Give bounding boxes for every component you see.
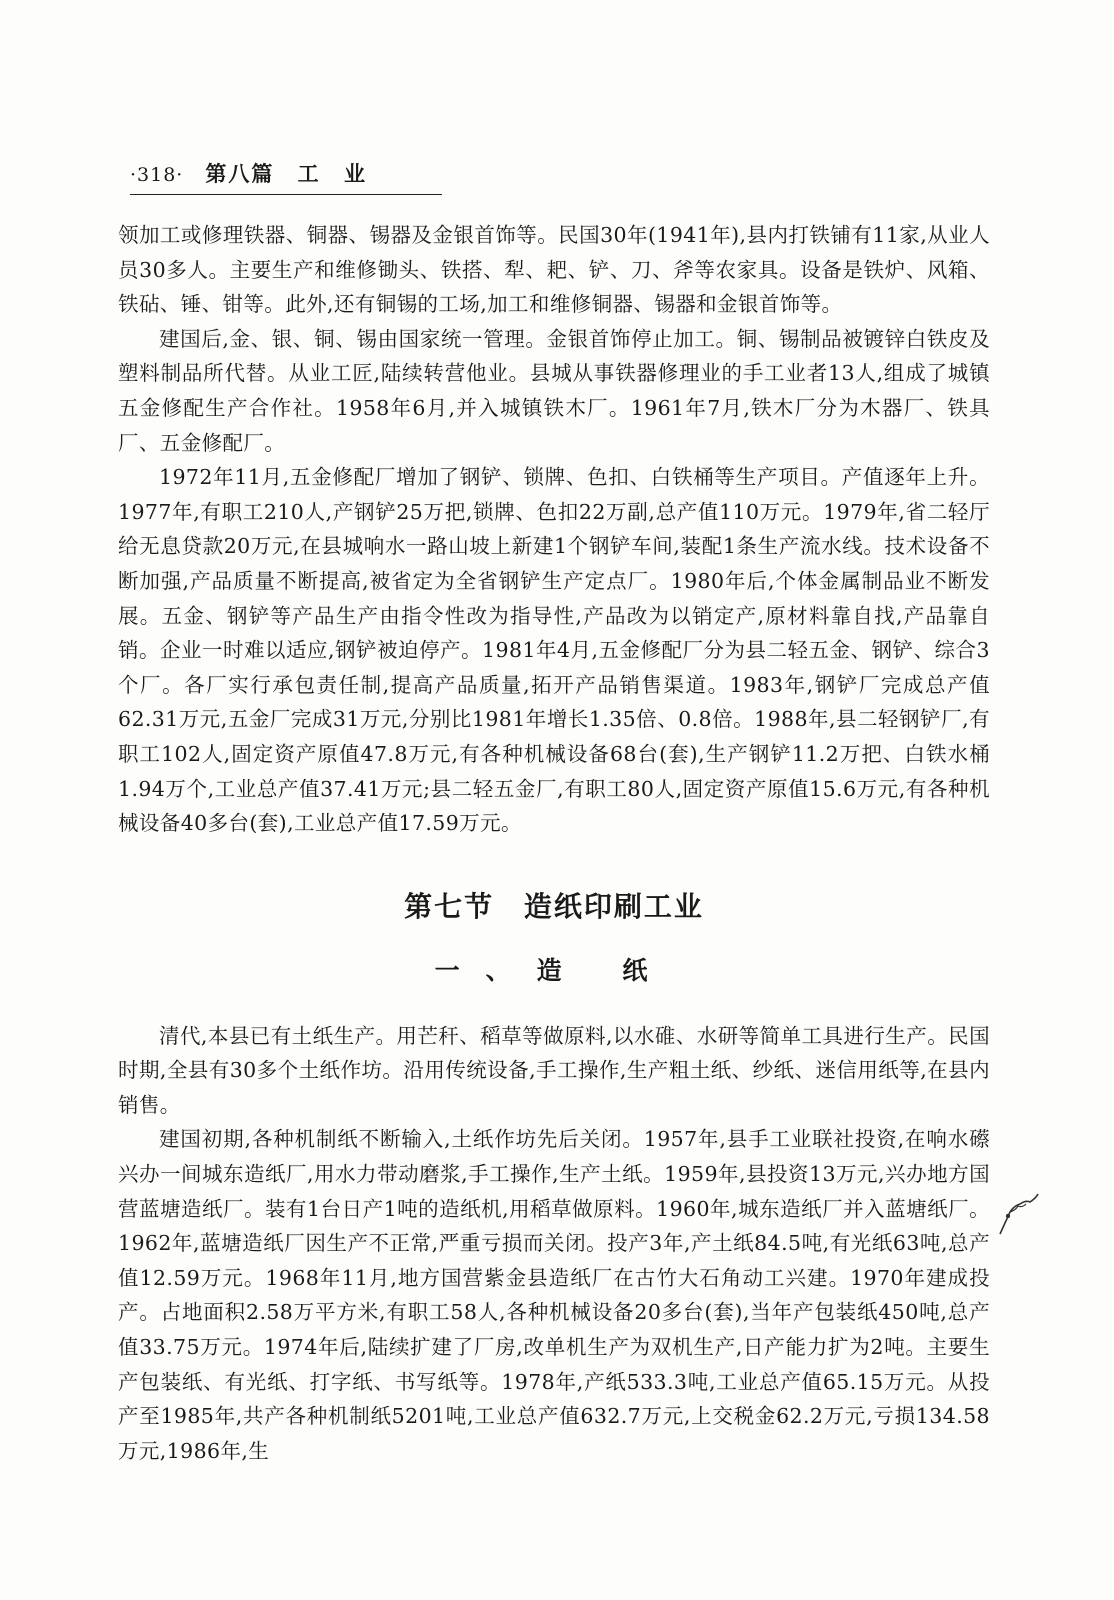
handwritten-margin-mark xyxy=(996,1190,1040,1236)
part-title: 第八篇 工 业 xyxy=(205,162,367,186)
paragraph: 清代,本县已有土纸生产。用芒秆、稻草等做原料,以水碓、水研等简单工具进行生产。民国时期,全县有30多个土纸作坊。沿用传统设备,手工操作,生产粗土纸、纱纸、迷信用纸等,在县内销售。 xyxy=(118,1023,990,1117)
paragraph: 建国初期,各种机制纸不断输入,土纸作坊先后关闭。1957年,县手工业联社投资,在响水礤兴办一间城东造纸厂,用水力带动磨浆,手工操作,生产土纸。1959年,县投资13万元,兴办地方国营蓝塘造纸厂。装有1台日产1吨的造纸机,用稻草做原料。1960年,城东造纸厂并入蓝塘纸厂。1962年,蓝塘造纸厂因生产不正常,严重亏损而关闭。投产3年,产土纸84.5吨,有光纸63吨,总产值12.59万元。1968年11月,地方国营紫金县造纸厂在古竹大石角动工兴建。1970年建成投产。占地面积2.58万平方米,有职工58人,各种机械设备20多台(套),当年产包装纸450吨,总产值33.75万元。1974年后,陆续扩建了厂房,改单机生产为双机生产,日产能力扩为2吨。主要生产包装纸、有光纸、打字纸、书写纸等。1978年,产纸533.3吨,工业总产值65.15万元。从投产至1985年,共产各种机制纸5201吨,工业总产值632.7万元,上交税金62.2万元,亏损134.58万元,1986年,生 xyxy=(118,1127,990,1463)
running-header xyxy=(130,158,442,195)
paragraph: 1972年11月,五金修配厂增加了钢铲、锁牌、色扣、白铁桶等生产项目。产值逐年上升。1977年,有职工210人,产钢铲25万把,锁牌、色扣22万副,总产值110万元。1979年,省二轻厅给无息贷款20万元,在县城响水一路山坡上新建1个钢铲车间,装配1条生产流水线。技术设备不断加强,产品质量不断提高,被省定为全省钢铲生产定点厂。1980年后,个体金属制品业不断发展。五金、钢铲等产品生产由指令性改为指导性,产品改为以销定产,原材料靠自找,产品靠自销。企业一时难以适应,钢铲被迫停产。1981年4月,五金修配厂分为县二轻五金、钢铲、综合3个厂。各厂实行承包责任制,提高产品质量,拓开产品销售渠道。1983年,钢铲厂完成总产值62.31万元,五金厂完成31万元,分别比1981年增长1.35倍、0.8倍。1988年,县二轻钢铲厂,有职工102人,固定资产原值47.8万元,有各种机械设备68台(套),生产钢铲11.2万把、白铁水桶1.94万个,工业总产值37.41万元;县二轻五金厂,有职工80人,固定资产原值15.6万元,有各种机械设备40多台(套),工业总产值17.59万元。 xyxy=(118,465,990,836)
page-number: ·318· xyxy=(130,164,184,186)
page-body xyxy=(118,218,990,1468)
paragraph-continued: 领加工或修理铁器、铜器、锡器及金银首饰等。民国30年(1941年),县内打铁铺有11家,从业人员30多人。主要生产和维修锄头、铁搭、犁、耙、铲、刀、斧等农家具。设备是铁炉、风箱、铁砧、锤、钳等。此外,还有铜锡的工场,加工和维修铜器、锡器和金银首饰等。 xyxy=(118,223,990,317)
subsection-title: 一、造 纸 xyxy=(434,955,674,985)
section-title: 第七节 造纸印刷工业 xyxy=(404,889,704,923)
paragraph: 建国后,金、银、铜、锡由国家统一管理。金银首饰停止加工。铜、锡制品被镀锌白铁皮及塑料制品所代替。从业工匠,陆续转营他业。县城从事铁器修理业的手工业者13人,组成了城镇五金修配生产合作社。1958年6月,并入城镇铁木厂。1961年7月,铁木厂分为木器厂、铁具厂、五金修配厂。 xyxy=(118,326,990,455)
